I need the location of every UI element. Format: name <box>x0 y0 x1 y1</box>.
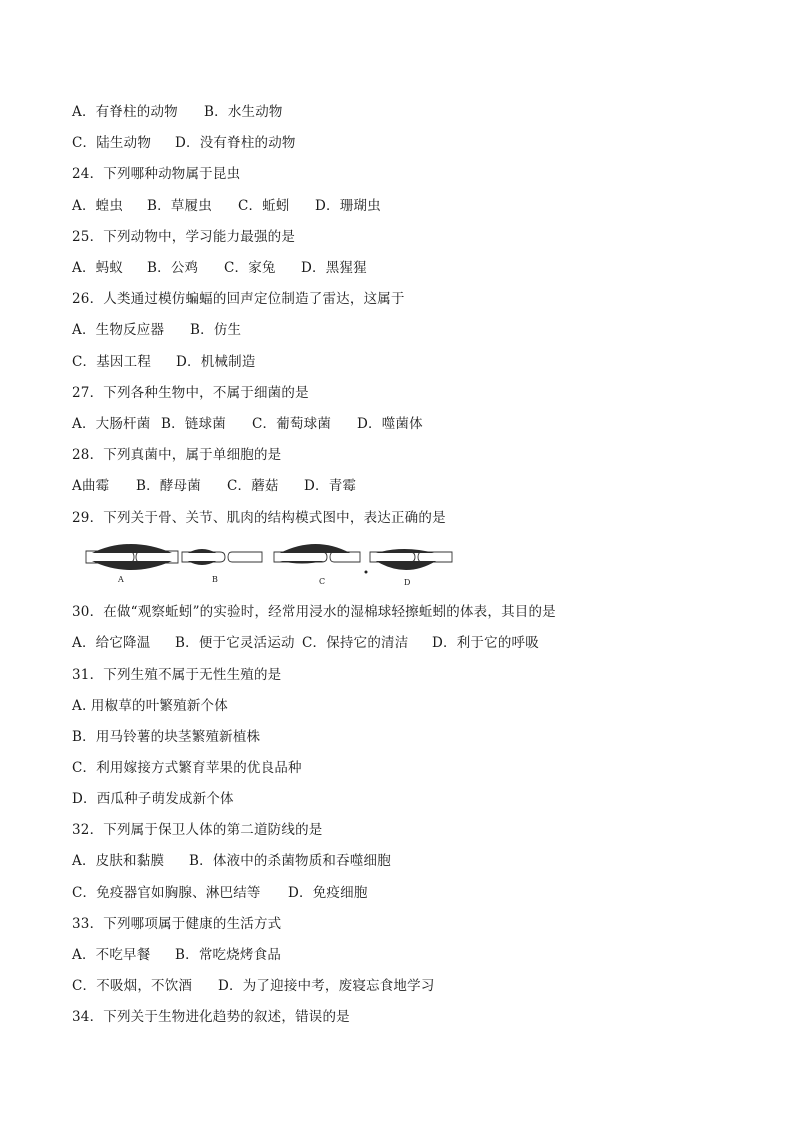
option-a: A．蝗虫 <box>72 198 124 214</box>
option-d: D．没有脊柱的动物 <box>175 135 296 151</box>
diagram-c <box>274 544 360 586</box>
q26-option-line-1 <box>72 321 241 339</box>
option-a: A．生物反应器 <box>72 322 165 338</box>
option-a: A．有脊柱的动物 <box>72 104 178 120</box>
question-31: 31．下列生殖不属于无性生殖的是 <box>72 667 282 683</box>
question-24: 24．下列哪种动物属于昆虫 <box>72 166 241 182</box>
q30-options <box>72 634 539 652</box>
option-a: A．给它降温 <box>72 635 151 651</box>
option-b: B．便于它灵活运动 <box>175 635 295 651</box>
option-b: B．公鸡 <box>147 260 199 276</box>
question-26: 26．人类通过模仿蝙蝠的回声定位制造了雷达，这属于 <box>72 291 405 307</box>
option-d: D．利于它的呼吸 <box>432 635 539 651</box>
q23-option-line-1 <box>72 103 283 121</box>
question-25: 25．下列动物中，学习能力最强的是 <box>72 229 296 245</box>
q26-option-line-2 <box>72 353 256 371</box>
option-b: B．草履虫 <box>147 198 212 214</box>
bone-joint-muscle-diagrams <box>84 541 456 589</box>
diagram-d <box>370 549 452 587</box>
q31-option-d: D．西瓜种子萌发成新个体 <box>72 791 234 807</box>
question-34: 34．下列关于生物进化趋势的叙述，错误的是 <box>72 1009 350 1025</box>
option-b: B．仿生 <box>190 322 242 338</box>
q32-option-line-2 <box>72 884 368 902</box>
q27-options <box>72 415 423 433</box>
question-30: 30．在做“观察蚯蚓”的实验时，经常用浸水的湿棉球轻擦蚯蚓的体表，其目的是 <box>72 604 556 620</box>
option-c: C．不吸烟，不饮酒 <box>72 978 193 994</box>
q31-option-a: A. 用椒草的叶繁殖新个体 <box>72 698 228 714</box>
diagram-b <box>182 549 262 584</box>
option-a: A．不吃早餐 <box>72 947 151 963</box>
option-d: D．免疫细胞 <box>288 885 368 901</box>
label-b: B <box>212 575 218 584</box>
option-b: B．常吃烧烤食品 <box>175 947 282 963</box>
option-c: C．蚯蚓 <box>238 198 290 214</box>
option-b: B．体液中的杀菌物质和吞噬细胞 <box>189 853 391 869</box>
q32-option-line-1 <box>72 852 391 870</box>
option-b: B．链球菌 <box>161 416 226 432</box>
option-c: C．家兔 <box>224 260 276 276</box>
option-d: D．噬菌体 <box>357 416 423 432</box>
q31-option-b: B．用马铃薯的块茎繁殖新植株 <box>72 729 261 745</box>
q28-options <box>72 477 356 495</box>
question-28: 28．下列真菌中，属于单细胞的是 <box>72 447 282 463</box>
question-29: 29．下列关于骨、关节、肌肉的结构模式图中，表达正确的是 <box>72 510 446 526</box>
option-d: D．机械制造 <box>176 354 256 370</box>
option-c: C．陆生动物 <box>72 135 152 151</box>
option-b: B．酵母菌 <box>136 478 201 494</box>
option-d: D．为了迎接中考，废寝忘食地学习 <box>218 978 435 994</box>
question-33: 33．下列哪项属于健康的生活方式 <box>72 916 282 932</box>
option-a: A．大肠杆菌 <box>72 416 151 432</box>
option-d: D．珊瑚虫 <box>315 198 381 214</box>
option-d: D．青霉 <box>304 478 357 494</box>
option-c: C．蘑菇 <box>227 478 279 494</box>
option-b: B．水生动物 <box>204 104 283 120</box>
q33-option-line-2 <box>72 977 435 995</box>
label-c: C <box>319 577 326 586</box>
stray-dot <box>365 571 368 574</box>
diagram-a <box>86 544 178 584</box>
label-d: D <box>404 578 411 587</box>
option-a: A．皮肤和黏膜 <box>72 853 165 869</box>
option-c: C．保持它的清洁 <box>302 635 409 651</box>
q25-options <box>72 259 367 277</box>
q24-options <box>72 197 381 215</box>
question-32: 32．下列属于保卫人体的第二道防线的是 <box>72 822 323 838</box>
question-27: 27．下列各种生物中，不属于细菌的是 <box>72 385 309 401</box>
label-a: A <box>118 575 124 584</box>
option-d: D．黑猩猩 <box>301 260 367 276</box>
option-a: A曲霉 <box>72 478 110 494</box>
option-c: C．葡萄球菌 <box>252 416 332 432</box>
option-a: A．蚂蚁 <box>72 260 124 276</box>
q33-option-line-1 <box>72 946 281 964</box>
option-c: C．基因工程 <box>72 354 152 370</box>
q31-option-c: C．利用嫁接方式繁育苹果的优良品种 <box>72 760 302 776</box>
q23-option-line-2 <box>72 134 296 152</box>
option-c: C．免疫器官如胸腺、淋巴结等 <box>72 885 261 901</box>
